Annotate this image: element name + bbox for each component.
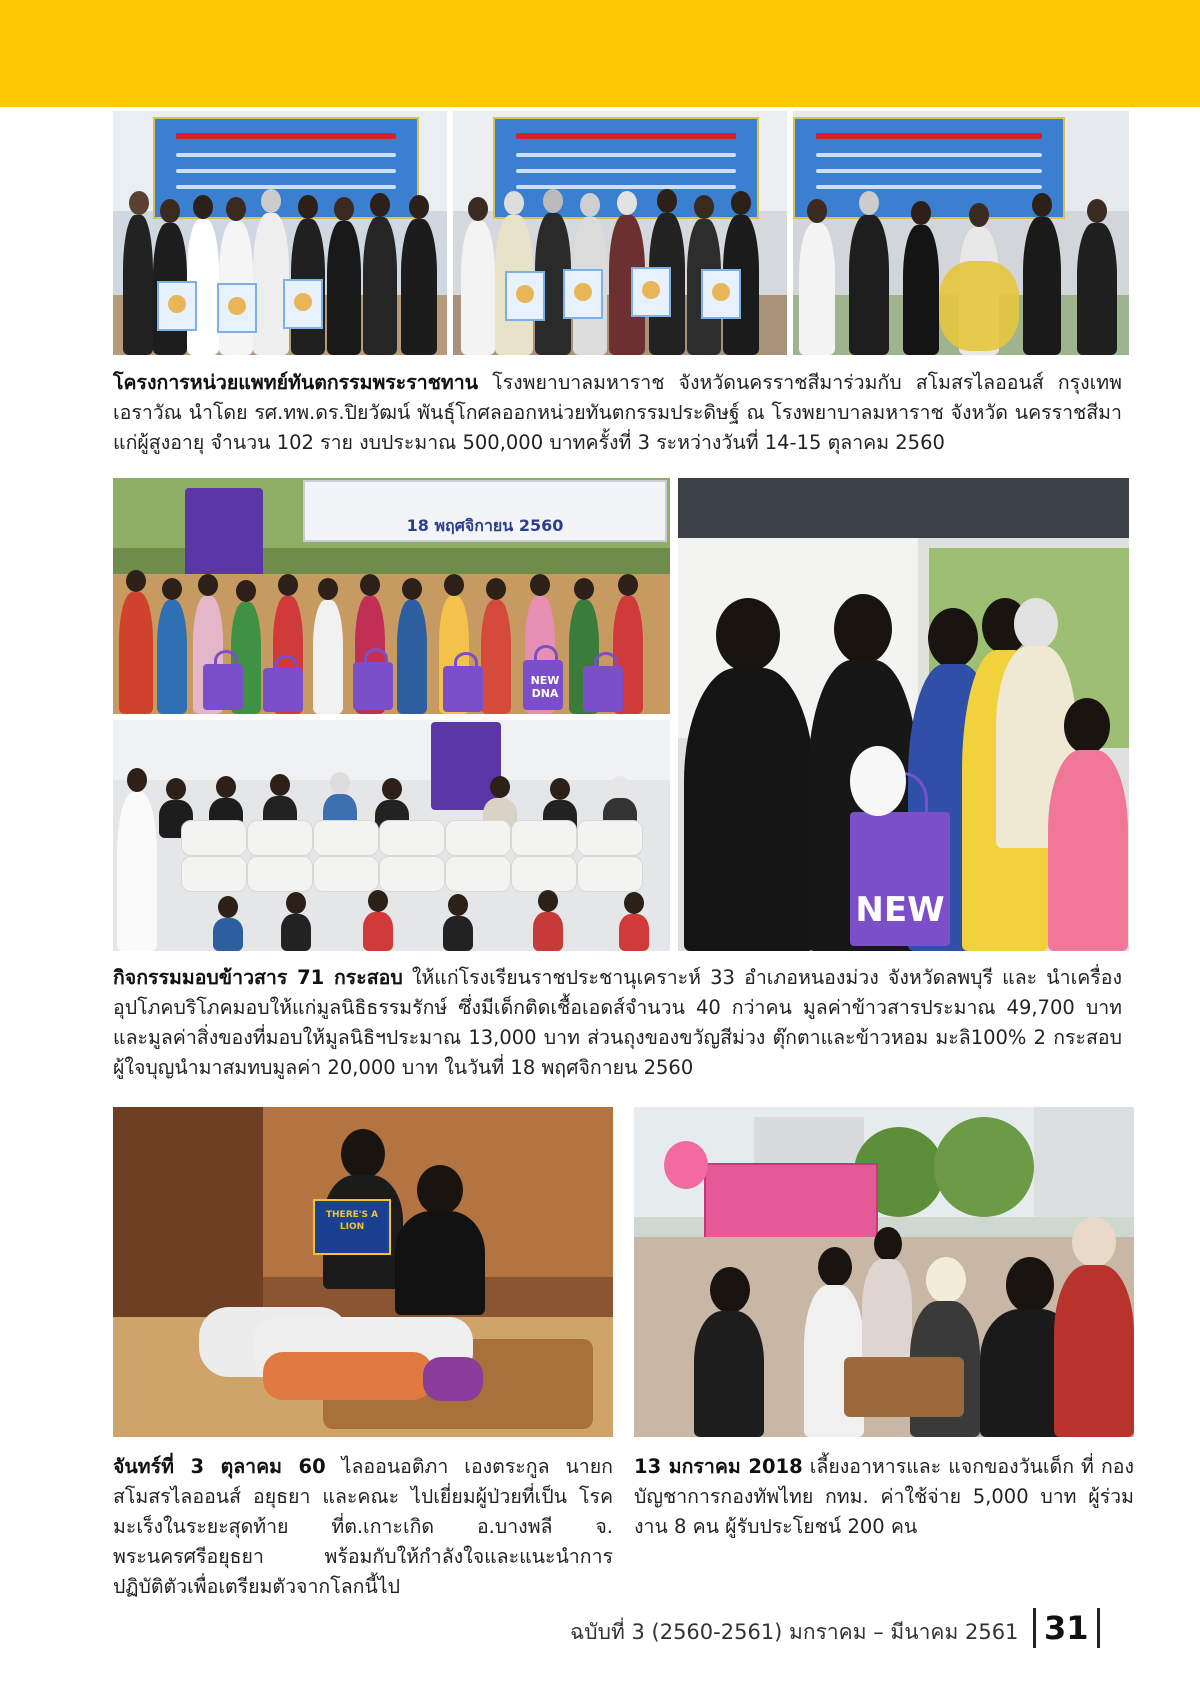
photo-rice-sacks (113, 720, 670, 951)
pink-banner (704, 1163, 878, 1241)
caption-dental-unit-title: โครงการหน่วยแพทย์ทันตกรรมพระราชทาน (113, 371, 479, 394)
issue-info: ฉบับที่ 3 (2560-2561) มกราคม – มีนาคม 2561 (570, 1620, 1019, 1644)
photo-dental-group-1 (113, 111, 447, 355)
caption-patient-visit (113, 1452, 613, 1602)
shirt-label: NEW (855, 890, 945, 930)
photo-teens-with-gifts (678, 478, 1129, 951)
header-yellow-band (0, 0, 1200, 107)
caption-patient-visit-title: จันทร์ที่ 3 ตุลาคม 60 (113, 1455, 326, 1478)
caption-rice-donation-text: ให้แก่โรงเรียนราชประชานุเคราะห์ 33 อำเภอหนองม่วง จังหวัดลพบุรี และ นำเครื่องอุปโภคบริโภคมอบให้แก่มูลนิธิธรรมรักษ์ ซึ่งมีเด็กติดเชื้อเอดส์จำนวน 40 กว่าคน มูลค่าข้าวสารประมาณ 49,700 บาท และมูลค่าสิ่งของที่มอบให้มูลนิธิฯประมาณ 13,000 บาท ส่วนถุงของขวัญสีม่วง ตุ๊กตาและข้าวหอม มะลิ100% 2 กระสอบผู้ใจบุญนำมาสมทบมูลค่า 20,000 บาท ในวันที่ 18 พฤศจิกายน 2560 (113, 966, 1122, 1079)
banner-date: 18 พฤศจิกายน 2560 (406, 516, 564, 535)
photo-dental-group-2 (453, 111, 787, 355)
caption-dental-unit (113, 368, 1122, 458)
lion-card-text: THERE'S A LION (325, 1210, 379, 1232)
caption-childrens-day-title: 13 มกราคม 2018 (634, 1455, 803, 1478)
photo-dental-group-3 (793, 111, 1129, 355)
photo-patient-visit (113, 1107, 613, 1437)
lions-club-banner (303, 480, 667, 542)
page-number: 31 (1033, 1608, 1100, 1648)
caption-dental-unit-text: โรงพยาบาลมหาราช จังหวัดนครราชสีมาร่วมกับ สโมสรไลออนส์ กรุงเทพเอราวัณ นำโดย รศ.ทพ.ดร.ปิยวัฒน์ พันธุ์โกศลออกหน่วยทันตกรรมประดิษฐ์ ณ โรงพยาบาลมหาราช จังหวัด นครราชสีมาแก่ผู้สูงอายุ จำนวน 102 ราย งบประมาณ 500,000 บาทครั้งที่ 3 ระหว่างวันที่ 14-15 ตุลาคม 2560 (113, 371, 1122, 454)
caption-rice-donation-title: กิจกรรมมอบข้าวสาร 71 กระสอบ (113, 966, 403, 989)
bag-label: NEW DNA (530, 674, 560, 700)
photo-childrens-day (634, 1107, 1134, 1437)
caption-childrens-day-text: เลี้ยงอาหารและ แจกของวันเด็ก ที่ กองบัญชาการกองทัพไทย กทม. ค่าใช้จ่าย 5,000 บาท ผู้ร่วมงาน 8 คน ผู้รับประโยชน์ 200 คน (634, 1455, 1134, 1538)
caption-childrens-day (634, 1452, 1134, 1542)
photo-children-bags (113, 478, 670, 714)
caption-patient-visit-text: ไลออนอติภา เองตระกูล นายก สโมสรไลออนส์ อยุธยา และคณะ ไปเยี่ยมผู้ป่วยที่เป็น โรคมะเร็งในระยะสุดท้าย ที่ต.เกาะเกิด อ.บางพลี จ. พระนครศรีอยุธยา พร้อมกับให้กำลังใจและแนะนำการ ปฏิบัติตัวเพื่อเตรียมตัวจากโลกนี้ไป (113, 1455, 613, 1598)
lion-card (313, 1199, 391, 1255)
caption-rice-donation (113, 963, 1122, 1083)
